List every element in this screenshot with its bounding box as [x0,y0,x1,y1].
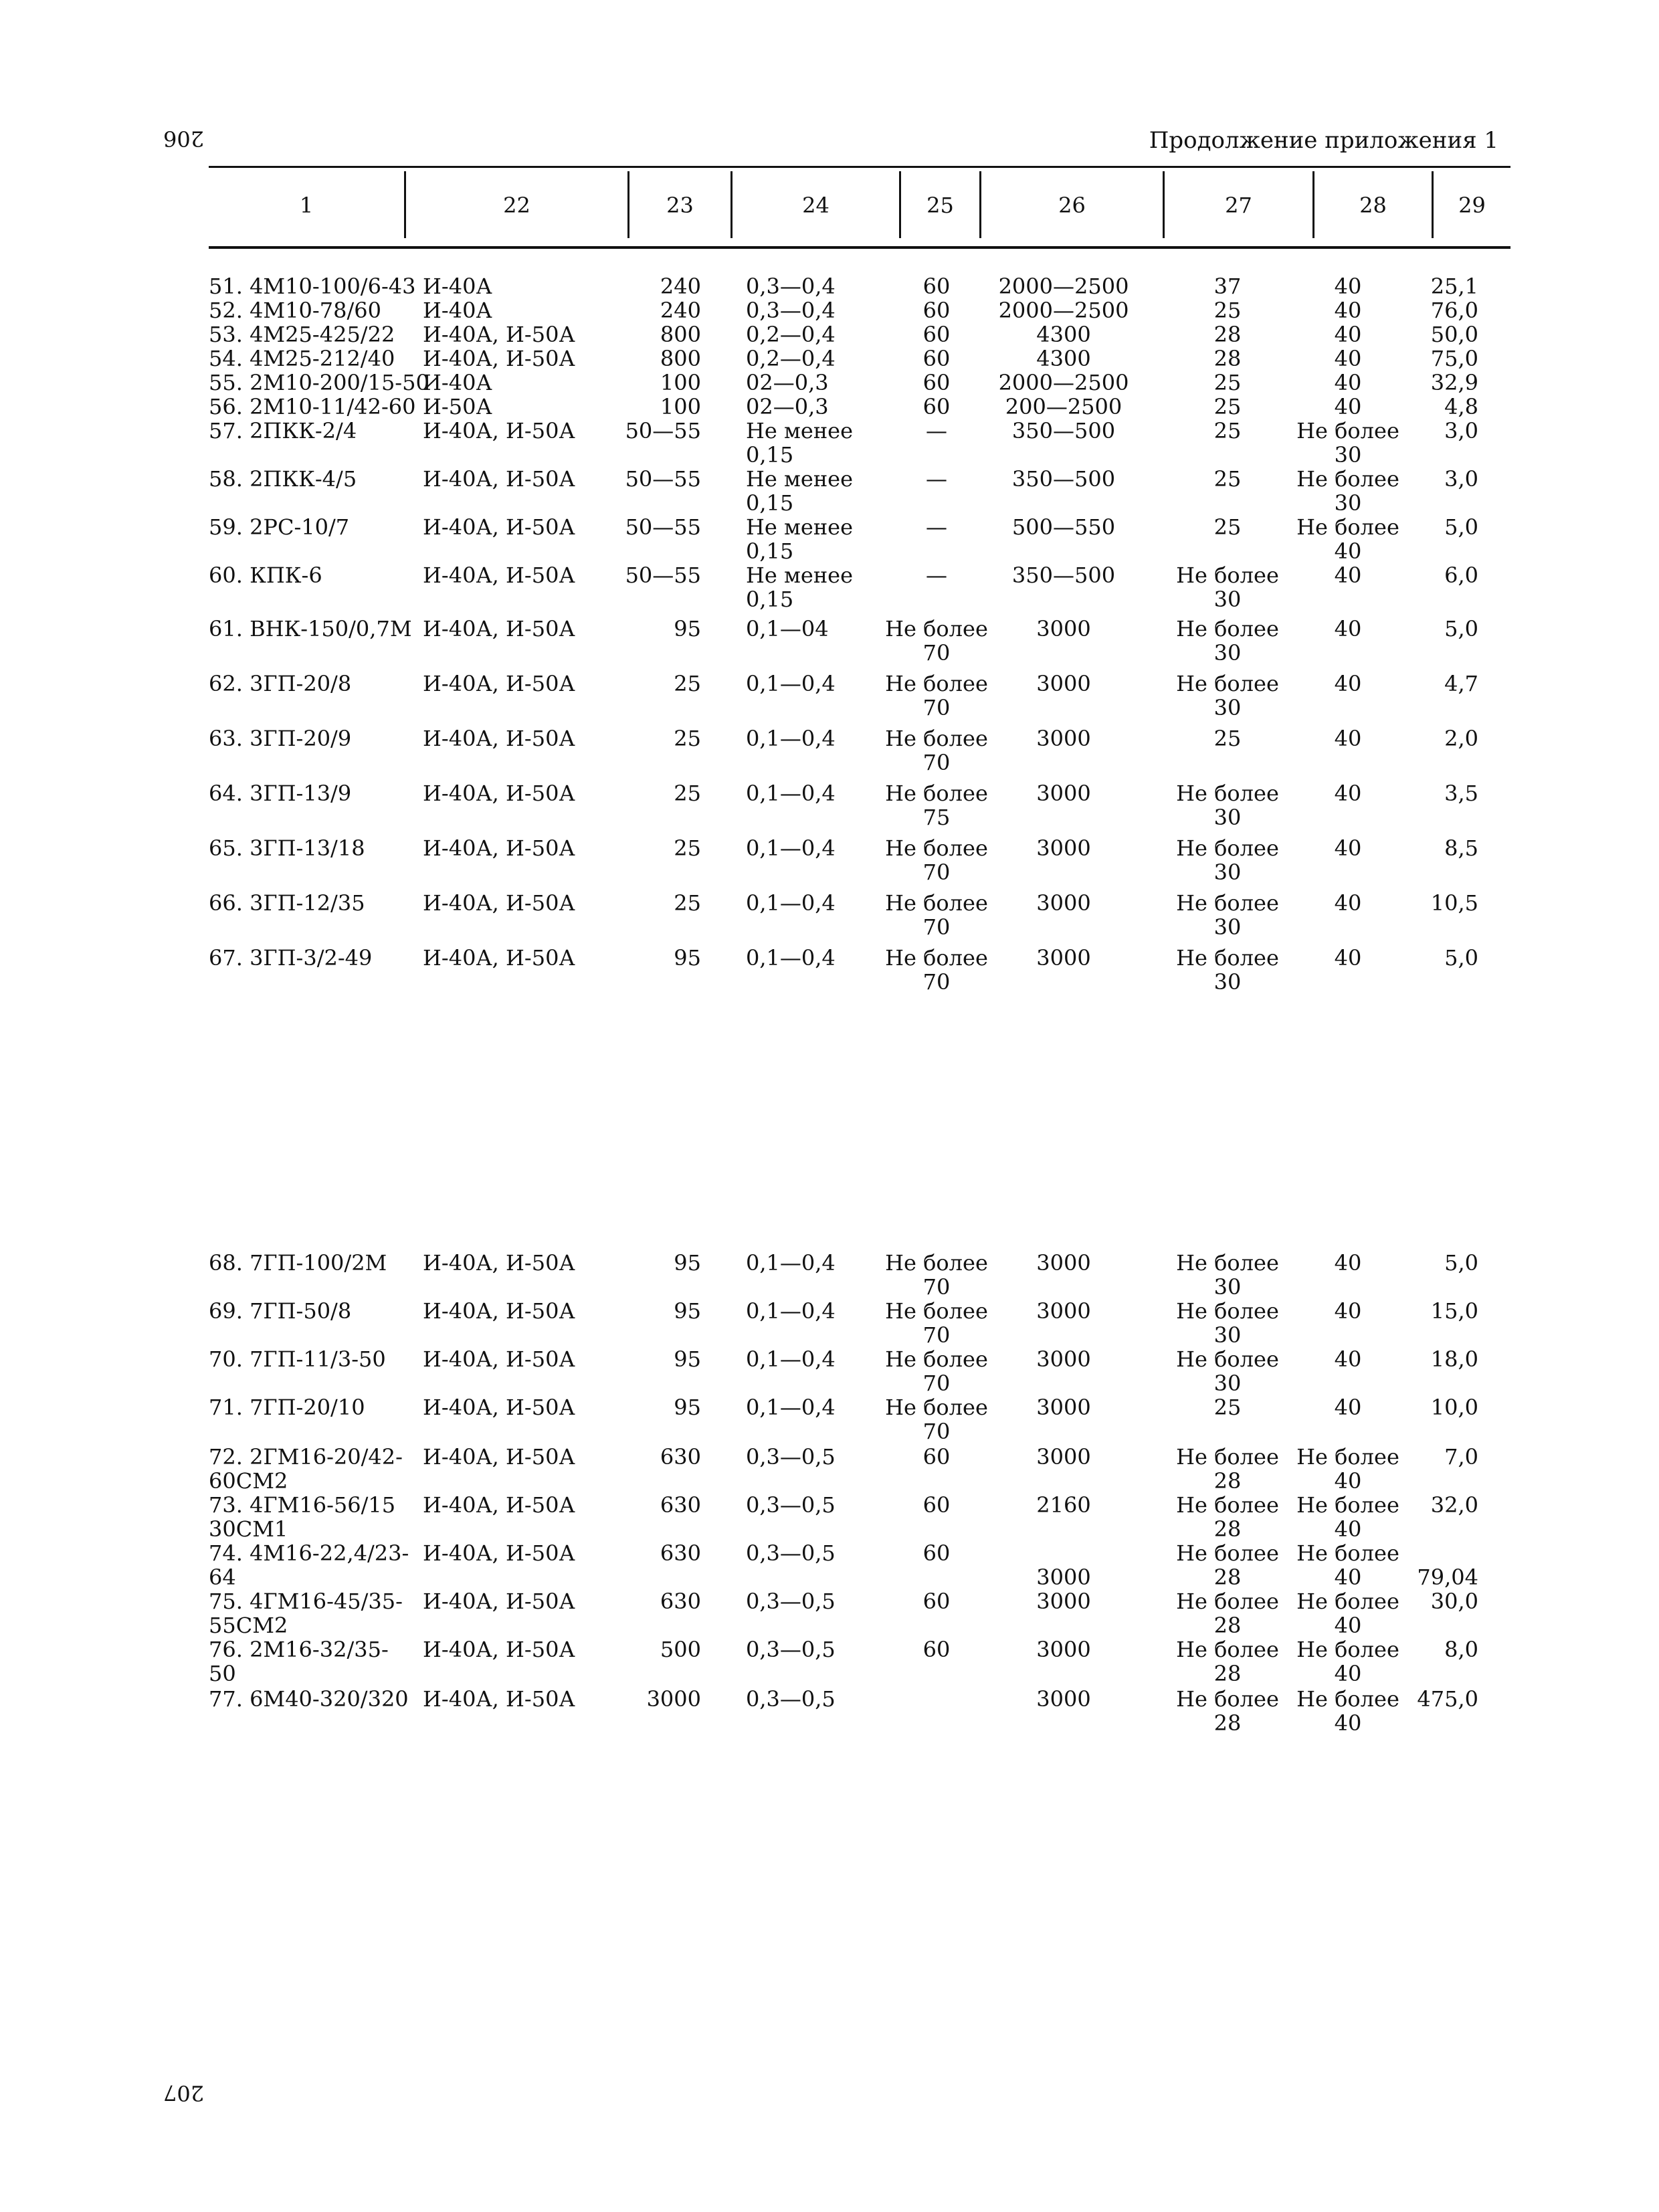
cell-col-24: 0,1—0,4 [746,1346,836,1372]
cell-col-23: 630 [660,1444,701,1470]
cell-designation: 56. 2М10-11/42-60 [209,394,416,419]
cell-col-27: Не более 28 [1176,1444,1279,1494]
cell-designation: 63. 3ГП-20/9 [209,726,352,751]
page-number-bottom: 207 [163,2080,205,2106]
cell-col-28: 40 [1334,394,1362,419]
cell-col-26: 3000 [1036,781,1091,806]
cell-oil-grade: И-40А, И-50А [423,1686,575,1712]
cell-col-29: 7,0 [1444,1444,1478,1470]
cell-col-27: Не более 30 [1176,563,1279,612]
cell-col-24: 02—0,3 [746,394,829,419]
cell-col-24: 0,3—0,5 [746,1589,836,1614]
cell-oil-grade: И-40А, И-50А [423,1540,575,1566]
cell-col-27: Не более 30 [1176,1250,1279,1300]
cell-col-23: 50—55 [625,563,701,588]
cell-designation: 74. 4М16-22,4/23- 64 [209,1540,409,1590]
cell-designation: 58. 2ПКК-4/5 [209,466,357,492]
cell-oil-grade: И-40А, И-50А [423,726,575,751]
cell-designation: 51. 4М10-100/6-43 [209,274,416,299]
cell-col-25: 60 [922,1540,951,1566]
cell-col-25: Не более 70 [885,890,988,940]
cell-col-27: Не более 28 [1176,1540,1279,1590]
cell-col-29: 25,1 [1430,274,1478,299]
cell-col-28: Не более 40 [1296,1540,1399,1590]
cell-col-26: 2000—2500 [998,274,1129,299]
cell-designation: 70. 7ГП-11/3-50 [209,1346,386,1372]
cell-col-23: 95 [674,1250,701,1276]
cell-col-25: Не более 70 [885,1298,988,1348]
cell-col-25: 60 [922,1589,951,1614]
cell-col-28: Не более 40 [1296,1492,1399,1542]
cell-col-25: 60 [922,1637,951,1662]
cell-col-28: 40 [1334,1298,1362,1324]
cell-col-27: Не более 30 [1176,945,1279,995]
cell-col-29: 30,0 [1430,1589,1478,1614]
cell-col-29: 32,9 [1430,370,1478,395]
cell-col-23: 630 [660,1540,701,1566]
cell-col-26: 3000 [1036,1686,1091,1712]
cell-col-25: — [926,418,947,443]
cell-col-27: Не более 30 [1176,1298,1279,1348]
cell-col-24: 02—0,3 [746,370,829,395]
cell-col-24: 0,1—0,4 [746,1395,836,1420]
cell-col-29: 3,0 [1444,418,1478,443]
cell-col-26: 3000 [1036,1395,1091,1420]
cell-col-26: 2160 [1036,1492,1091,1518]
cell-col-25: 60 [922,298,951,323]
column-header: 27 [1225,193,1252,218]
cell-col-25: Не более 70 [885,616,988,666]
cell-col-24: 0,2—0,4 [746,346,836,371]
cell-col-24: 0,1—04 [746,616,829,641]
cell-col-24: 0,1—0,4 [746,945,836,971]
cell-col-26: 350—500 [1011,418,1116,443]
cell-col-29: 50,0 [1430,322,1478,347]
cell-col-28: 40 [1334,322,1362,347]
cell-col-25: Не более 70 [885,1250,988,1300]
cell-col-25: 60 [922,394,951,419]
cell-designation: 71. 7ГП-20/10 [209,1395,365,1420]
cell-col-25: Не более 70 [885,671,988,720]
cell-col-29: 5,0 [1444,616,1478,641]
cell-col-23: 95 [674,616,701,641]
cell-designation: 57. 2ПКК-2/4 [209,418,357,443]
cell-col-27: Не более 30 [1176,671,1279,720]
cell-col-25: 60 [922,322,951,347]
cell-designation: 52. 4М10-78/60 [209,298,381,323]
cell-col-23: 240 [660,274,701,299]
cell-col-24: 0,3—0,5 [746,1540,836,1566]
cell-oil-grade: И-40А, И-50А [423,835,575,861]
cell-col-25: 60 [922,370,951,395]
cell-oil-grade: И-40А, И-50А [423,466,575,492]
cell-col-23: 50—55 [625,466,701,492]
cell-designation: 69. 7ГП-50/8 [209,1298,352,1324]
cell-col-29: 3,5 [1444,781,1478,806]
cell-col-26: 4300 [1036,346,1091,371]
cell-col-23: 100 [660,394,701,419]
cell-col-29: 10,0 [1430,1395,1478,1420]
cell-designation: 55. 2М10-200/15-50 [209,370,429,395]
cell-oil-grade: И-40А, И-50А [423,1637,575,1662]
cell-oil-grade: И-40А, И-50А [423,1346,575,1372]
cell-col-25: — [926,466,947,492]
cell-oil-grade: И-40А, И-50А [423,616,575,641]
cell-col-23: 25 [674,671,701,696]
cell-col-29: 10,5 [1430,890,1478,916]
cell-col-28: 40 [1334,1395,1362,1420]
column-header: 28 [1359,193,1387,218]
cell-col-28: 40 [1334,781,1362,806]
cell-col-24: Не менее 0,15 [746,514,854,564]
cell-col-26: 3000 [1036,945,1091,971]
cell-col-27: 25 [1213,394,1242,419]
cell-col-23: 800 [660,346,701,371]
cell-oil-grade: И-40А [423,274,492,299]
cell-col-26: 200—2500 [1005,394,1123,419]
cell-col-28: 40 [1334,563,1362,588]
cell-col-27: Не более 28 [1176,1589,1279,1638]
cell-col-28: Не более 40 [1296,1637,1399,1686]
cell-col-23: 100 [660,370,701,395]
cell-oil-grade: И-50А [423,394,492,419]
cell-col-28: 40 [1334,1250,1362,1276]
column-header: 24 [802,193,830,218]
cell-col-23: 240 [660,298,701,323]
cell-col-29: 75,0 [1430,346,1478,371]
column-header: 23 [666,193,694,218]
cell-designation: 76. 2М16-32/35- 50 [209,1637,389,1686]
cell-oil-grade: И-40А, И-50А [423,945,575,971]
cell-col-27: Не более 28 [1176,1492,1279,1542]
cell-col-27: Не более 30 [1176,616,1279,666]
cell-col-24: 0,1—0,4 [746,726,836,751]
cell-col-25: Не более 70 [885,1395,988,1444]
cell-col-28: 40 [1334,298,1362,323]
cell-col-27: 25 [1213,514,1242,540]
cell-oil-grade: И-40А, И-50А [423,1589,575,1614]
cell-col-28: 40 [1334,616,1362,641]
cell-col-27: Не более 30 [1176,890,1279,940]
cell-oil-grade: И-40А, И-50А [423,1444,575,1470]
cell-col-23: 630 [660,1492,701,1518]
cell-col-27: Не более 30 [1176,835,1279,885]
cell-oil-grade: И-40А, И-50А [423,418,575,443]
column-header: 1 [299,193,314,218]
cell-col-26: 2000—2500 [998,370,1129,395]
cell-col-29: 4,8 [1444,394,1478,419]
cell-col-27: Не более 28 [1176,1637,1279,1686]
cell-col-23: 25 [674,726,701,751]
cell-col-28: 40 [1334,945,1362,971]
cell-col-25: Не более 70 [885,1346,988,1396]
cell-col-26: 3000 [1036,616,1091,641]
cell-col-25: Не более 70 [885,835,988,885]
cell-oil-grade: И-40А, И-50А [423,1298,575,1324]
cell-col-25: Не более 70 [885,945,988,995]
cell-oil-grade: И-40А, И-50А [423,514,575,540]
cell-col-29: 5,0 [1444,945,1478,971]
cell-oil-grade: И-40А, И-50А [423,781,575,806]
cell-col-26: 3000 [1036,835,1091,861]
cell-col-23: 3000 [646,1686,701,1712]
cell-oil-grade: И-40А [423,370,492,395]
page-number-top: 206 [163,126,205,151]
cell-col-27: 25 [1213,370,1242,395]
cell-oil-grade: И-40А, И-50А [423,1492,575,1518]
cell-oil-grade: И-40А, И-50А [423,346,575,371]
cell-col-26: 350—500 [1011,563,1116,588]
cell-col-23: 95 [674,1298,701,1324]
cell-col-24: 0,3—0,4 [746,274,836,299]
cell-col-28: Не более 40 [1296,1589,1399,1638]
cell-col-29: 2,0 [1444,726,1478,751]
cell-col-26: 350—500 [1011,466,1116,492]
cell-col-25: 60 [922,1492,951,1518]
cell-col-24: 0,1—0,4 [746,1250,836,1276]
cell-col-25: Не более 70 [885,726,988,775]
cell-col-27: 37 [1213,274,1242,299]
cell-designation: 66. 3ГП-12/35 [209,890,365,916]
cell-oil-grade: И-40А, И-50А [423,671,575,696]
cell-designation: 53. 4М25-425/22 [209,322,395,347]
cell-designation: 54. 4М25-212/40 [209,346,395,371]
cell-col-27: 25 [1213,726,1242,751]
cell-oil-grade: И-40А, И-50А [423,890,575,916]
cell-col-23: 95 [674,1346,701,1372]
cell-oil-grade: И-40А, И-50А [423,1250,575,1276]
cell-col-28: Не более 40 [1296,514,1399,564]
cell-designation: 67. 3ГП-3/2-49 [209,945,373,971]
cell-designation: 68. 7ГП-100/2М [209,1250,387,1276]
cell-designation: 77. 6М40-320/320 [209,1686,409,1712]
cell-col-23: 630 [660,1589,701,1614]
cell-col-23: 95 [674,945,701,971]
cell-col-24: 0,3—0,4 [746,298,836,323]
cell-col-29: 4,7 [1444,671,1478,696]
cell-col-29: 79,04 [1417,1565,1478,1590]
cell-col-25: — [926,514,947,540]
cell-col-26: 3000 [1036,890,1091,916]
cell-col-29: 8,0 [1444,1637,1478,1662]
cell-col-26: 3000 [1036,1637,1091,1662]
cell-col-29: 15,0 [1430,1298,1478,1324]
column-header: 26 [1058,193,1086,218]
cell-col-26: 3000 [1036,1565,1091,1590]
cell-col-26: 3000 [1036,671,1091,696]
cell-col-28: Не более 40 [1296,1686,1399,1736]
cell-col-29: 32,0 [1430,1492,1478,1518]
cell-col-26: 3000 [1036,1589,1091,1614]
cell-col-27: Не более 30 [1176,781,1279,830]
cell-col-27: 25 [1213,298,1242,323]
cell-col-29: 8,5 [1444,835,1478,861]
cell-oil-grade: И-40А, И-50А [423,563,575,588]
cell-col-23: 25 [674,781,701,806]
cell-designation: 62. 3ГП-20/8 [209,671,352,696]
cell-col-26: 3000 [1036,1250,1091,1276]
cell-col-28: 40 [1334,726,1362,751]
cell-col-24: 0,3—0,5 [746,1444,836,1470]
cell-col-24: 0,1—0,4 [746,1298,836,1324]
cell-col-24: 0,1—0,4 [746,835,836,861]
cell-col-28: 40 [1334,1346,1362,1372]
column-header: 25 [926,193,954,218]
cell-designation: 75. 4ГМ16-45/35- 55СМ2 [209,1589,403,1638]
cell-col-26: 500—550 [1011,514,1116,540]
cell-col-29: 6,0 [1444,563,1478,588]
cell-col-25: 60 [922,1444,951,1470]
cell-oil-grade: И-40А, И-50А [423,1395,575,1420]
column-header: 29 [1458,193,1486,218]
cell-designation: 65. 3ГП-13/18 [209,835,365,861]
table-header-rule [209,246,1510,249]
cell-col-26: 4300 [1036,322,1091,347]
cell-designation: 61. ВНК-150/0,7М [209,616,412,641]
cell-col-27: 28 [1213,346,1242,371]
cell-col-25: 60 [922,346,951,371]
cell-designation: 73. 4ГМ16-56/15 30СМ1 [209,1492,396,1542]
cell-col-26: 2000—2500 [998,298,1129,323]
cell-col-29: 475,0 [1417,1686,1478,1712]
cell-col-24: 0,1—0,4 [746,671,836,696]
cell-col-24: 0,1—0,4 [746,890,836,916]
cell-col-23: 25 [674,835,701,861]
cell-col-28: 40 [1334,835,1362,861]
cell-col-24: 0,1—0,4 [746,781,836,806]
cell-col-23: 50—55 [625,418,701,443]
cell-col-26: 3000 [1036,1298,1091,1324]
table-top-rule [209,166,1510,168]
cell-col-25: 60 [922,274,951,299]
cell-col-27: Не более 28 [1176,1686,1279,1736]
cell-col-28: 40 [1334,346,1362,371]
cell-col-24: Не менее 0,15 [746,466,854,516]
cell-col-28: 40 [1334,890,1362,916]
cell-col-29: 3,0 [1444,466,1478,492]
cell-oil-grade: И-40А [423,298,492,323]
cell-col-23: 50—55 [625,514,701,540]
cell-col-28: Не более 30 [1296,466,1399,516]
cell-col-26: 3000 [1036,726,1091,751]
cell-col-24: Не менее 0,15 [746,563,854,612]
cell-col-27: 25 [1213,418,1242,443]
cell-col-23: 25 [674,890,701,916]
cell-col-29: 18,0 [1430,1346,1478,1372]
cell-col-27: 28 [1213,322,1242,347]
cell-designation: 60. КПК-6 [209,563,322,588]
cell-col-28: 40 [1334,274,1362,299]
cell-col-28: 40 [1334,671,1362,696]
page-heading: Продолжение приложения 1 [1149,127,1498,154]
cell-col-24: 0,3—0,5 [746,1637,836,1662]
cell-designation: 59. 2РС-10/7 [209,514,350,540]
cell-oil-grade: И-40А, И-50А [423,322,575,347]
cell-col-27: 25 [1213,466,1242,492]
cell-col-28: 40 [1334,370,1362,395]
cell-col-25: — [926,563,947,588]
cell-col-29: 76,0 [1430,298,1478,323]
cell-col-23: 95 [674,1395,701,1420]
cell-col-26: 3000 [1036,1346,1091,1372]
cell-col-24: 0,2—0,4 [746,322,836,347]
cell-col-23: 500 [660,1637,701,1662]
cell-col-27: 25 [1213,1395,1242,1420]
cell-col-26: 3000 [1036,1444,1091,1470]
cell-col-24: 0,3—0,5 [746,1492,836,1518]
cell-col-23: 800 [660,322,701,347]
cell-designation: 64. 3ГП-13/9 [209,781,352,806]
cell-col-24: 0,3—0,5 [746,1686,836,1712]
cell-col-28: Не более 30 [1296,418,1399,468]
cell-col-25: Не более 75 [885,781,988,830]
column-header: 22 [503,193,530,218]
cell-col-24: Не менее 0,15 [746,418,854,468]
cell-col-29: 5,0 [1444,1250,1478,1276]
cell-col-28: Не более 40 [1296,1444,1399,1494]
cell-col-27: Не более 30 [1176,1346,1279,1396]
cell-designation: 72. 2ГМ16-20/42- 60СМ2 [209,1444,403,1494]
cell-col-29: 5,0 [1444,514,1478,540]
